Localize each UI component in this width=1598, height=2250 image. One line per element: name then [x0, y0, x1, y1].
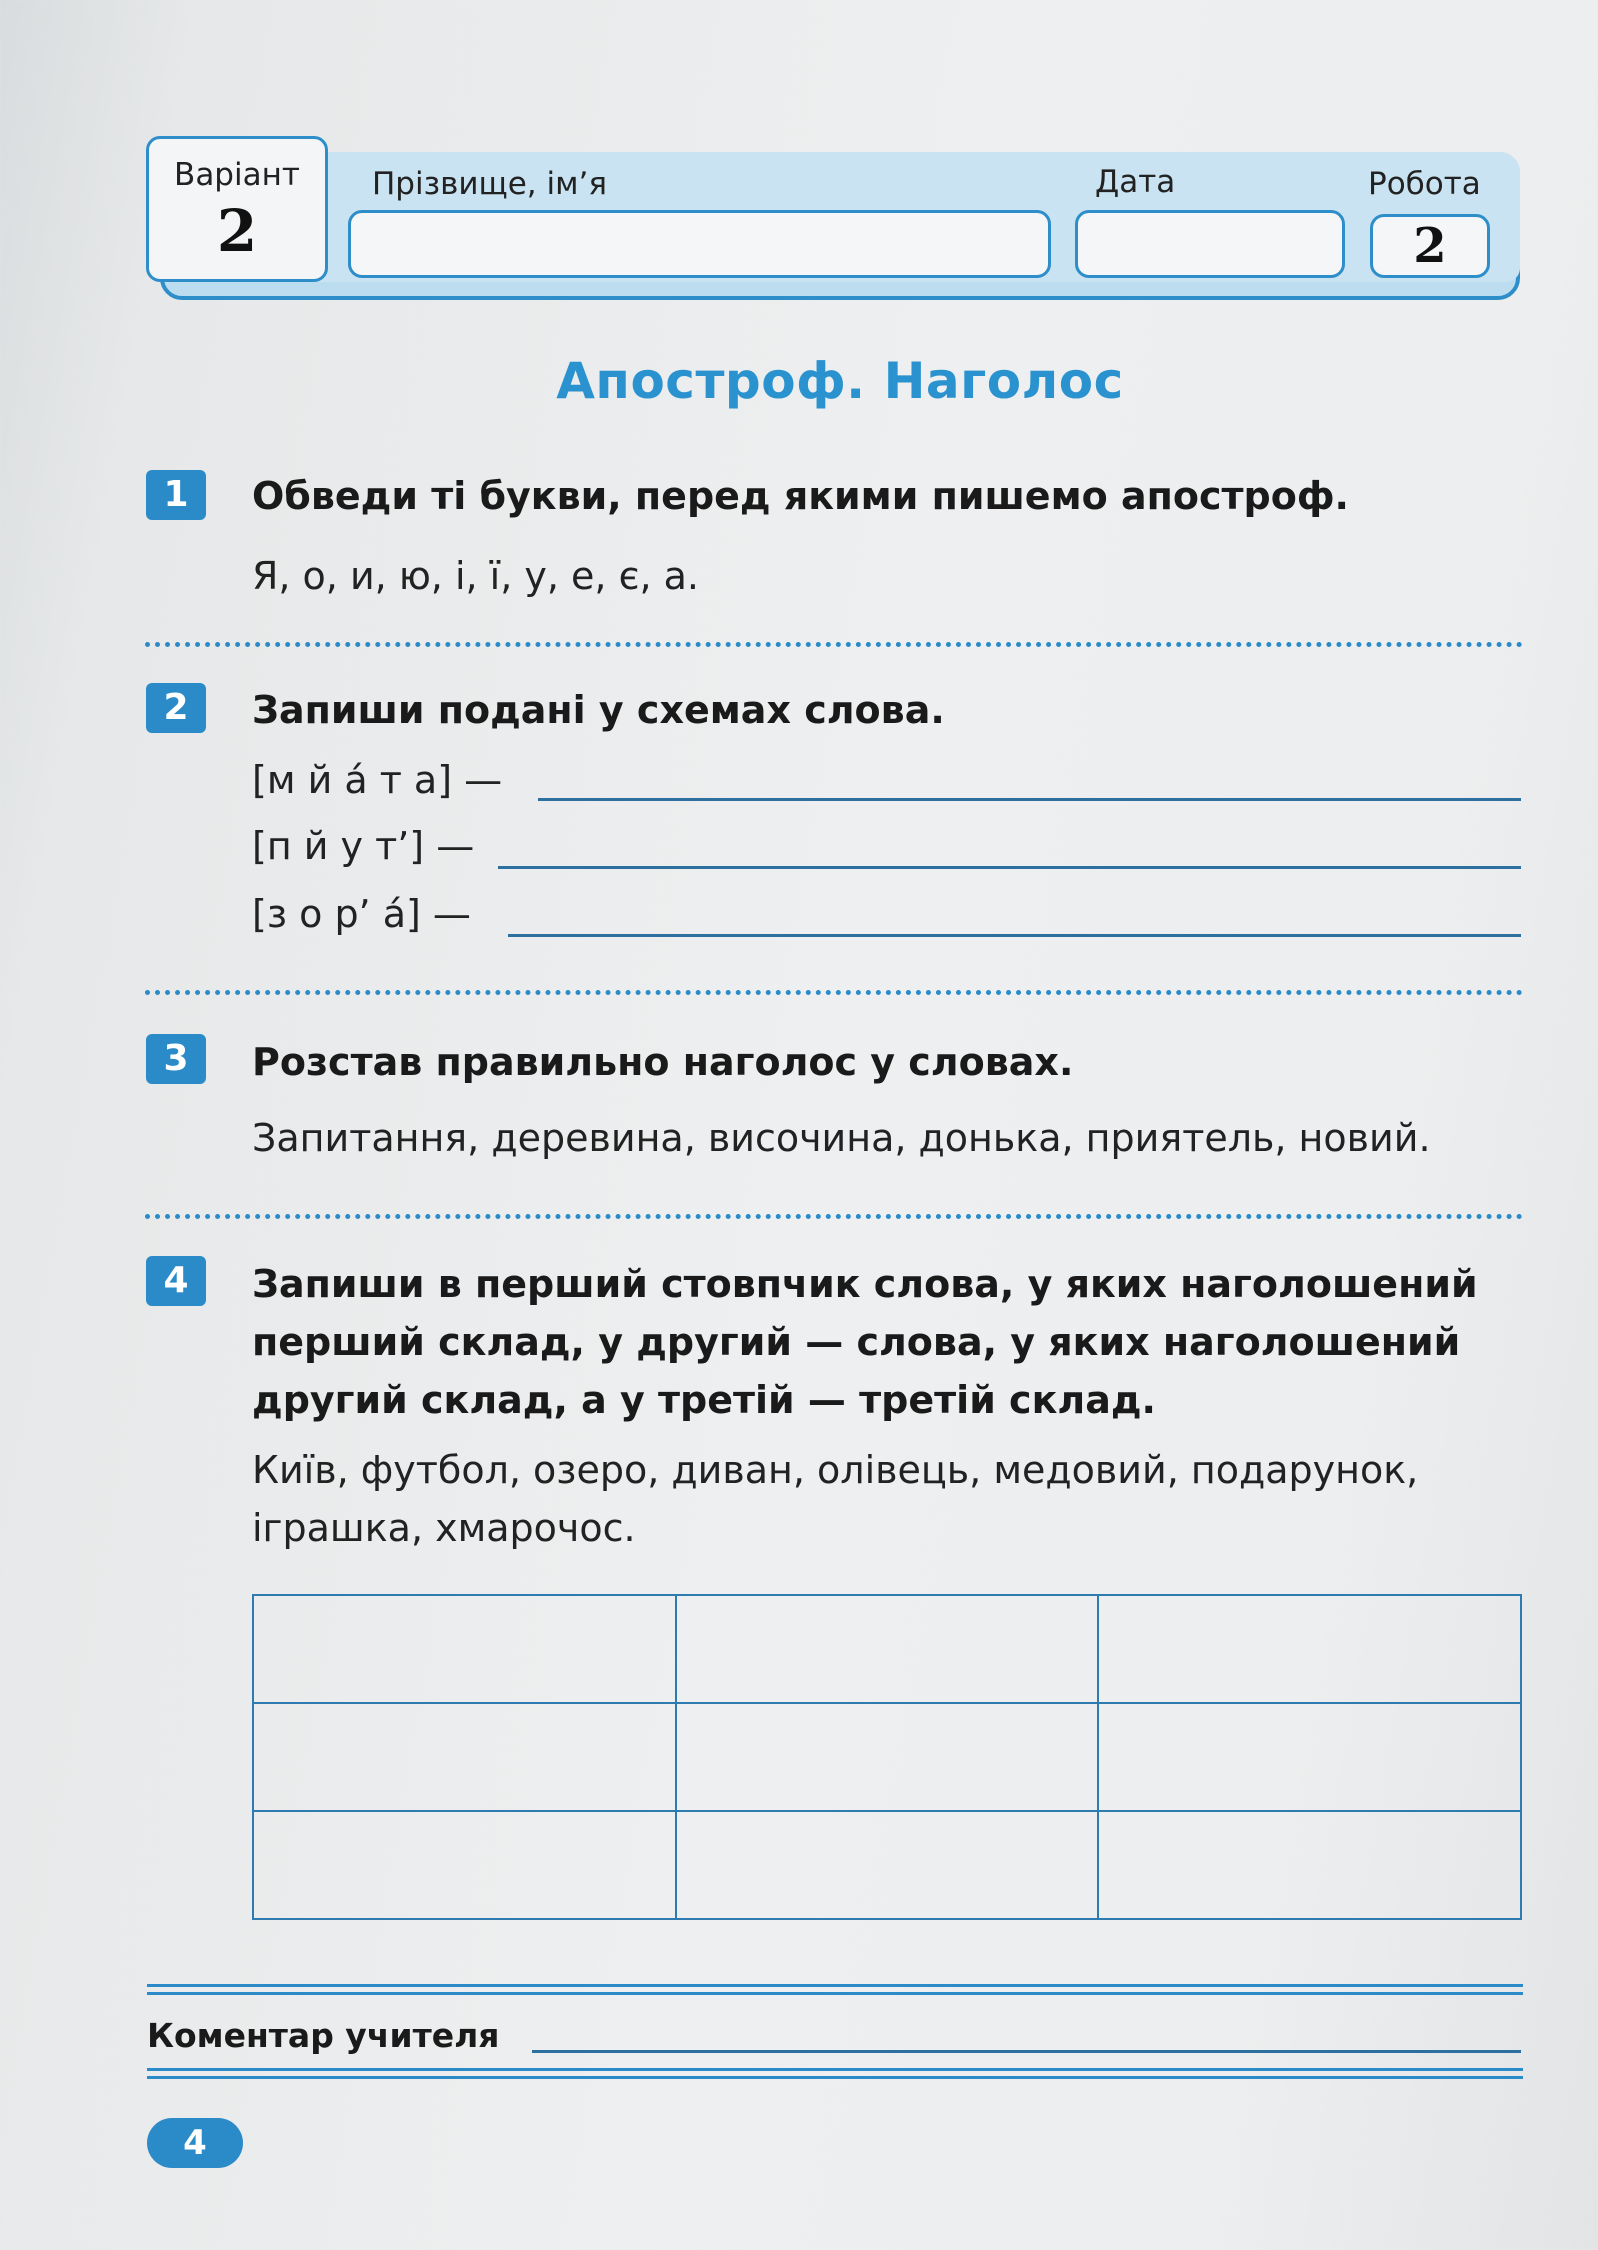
table-cell[interactable] [676, 1703, 1099, 1811]
comment-label: Коментар учителя [147, 2016, 500, 2055]
variant-box [146, 136, 328, 282]
table-cell[interactable] [253, 1595, 676, 1703]
task-2-number: 2 [146, 683, 206, 733]
task-1-content: Я, о, и, ю, і, ї, у, е, є, а. [252, 554, 699, 598]
work-number: 2 [1413, 218, 1447, 274]
date-field[interactable] [1075, 210, 1345, 278]
task-1-question: Обведи ті букви, перед якими пишемо апостроф. [252, 474, 1349, 518]
task-4-content-line: Київ, футбол, озеро, диван, олівець, медовий, подарунок, [252, 1448, 1419, 1492]
footer-rule [147, 1984, 1523, 1987]
work-number-box [1370, 214, 1490, 278]
separator [145, 1214, 1523, 1219]
work-label: Робота [1368, 166, 1481, 202]
variant-number: 2 [216, 197, 258, 265]
task-2-item: [м й а́ т а] — [252, 758, 503, 802]
page-title: Апостроф. Наголос [556, 352, 1124, 410]
task-4-number: 4 [146, 1256, 206, 1306]
answer-line[interactable] [498, 866, 1521, 869]
task-4-question-line: перший склад, у другий — слова, у яких наголошений [252, 1320, 1461, 1364]
answer-table [252, 1594, 1522, 1920]
task-3-number: 3 [146, 1034, 206, 1084]
table-cell[interactable] [253, 1811, 676, 1919]
table-cell[interactable] [1098, 1811, 1521, 1919]
table-cell[interactable] [676, 1595, 1099, 1703]
task-2-question: Запиши подані у схемах слова. [252, 688, 945, 732]
task-3-content: Запитання, деревина, височина, донька, приятель, новий. [252, 1116, 1431, 1160]
table-cell[interactable] [1098, 1703, 1521, 1811]
variant-label: Варіант [174, 157, 300, 193]
date-label: Дата [1095, 164, 1176, 200]
table-cell[interactable] [1098, 1595, 1521, 1703]
answer-line[interactable] [538, 798, 1521, 801]
separator [145, 642, 1523, 647]
table-cell[interactable] [676, 1811, 1099, 1919]
answer-line[interactable] [508, 934, 1521, 937]
name-field[interactable] [348, 210, 1051, 278]
separator [145, 990, 1523, 995]
footer-rule [147, 1992, 1523, 1995]
footer-rule [147, 2068, 1523, 2071]
task-4-question-line: другий склад, а у третій — третій склад. [252, 1378, 1156, 1422]
footer-rule [147, 2076, 1523, 2079]
task-1-number: 1 [146, 470, 206, 520]
name-label: Прізвище, ім’я [372, 166, 607, 202]
page-number: 4 [147, 2118, 243, 2168]
task-3-question: Розстав правильно наголос у словах. [252, 1040, 1074, 1084]
task-2-item: [з о р’ а́] — [252, 892, 471, 936]
task-4-content-line: іграшка, хмарочос. [252, 1506, 636, 1550]
comment-line[interactable] [532, 2050, 1521, 2053]
table-cell[interactable] [253, 1703, 676, 1811]
task-4-question-line: Запиши в перший стовпчик слова, у яких наголошений [252, 1262, 1478, 1306]
task-2-item: [п й у т’] — [252, 824, 475, 868]
